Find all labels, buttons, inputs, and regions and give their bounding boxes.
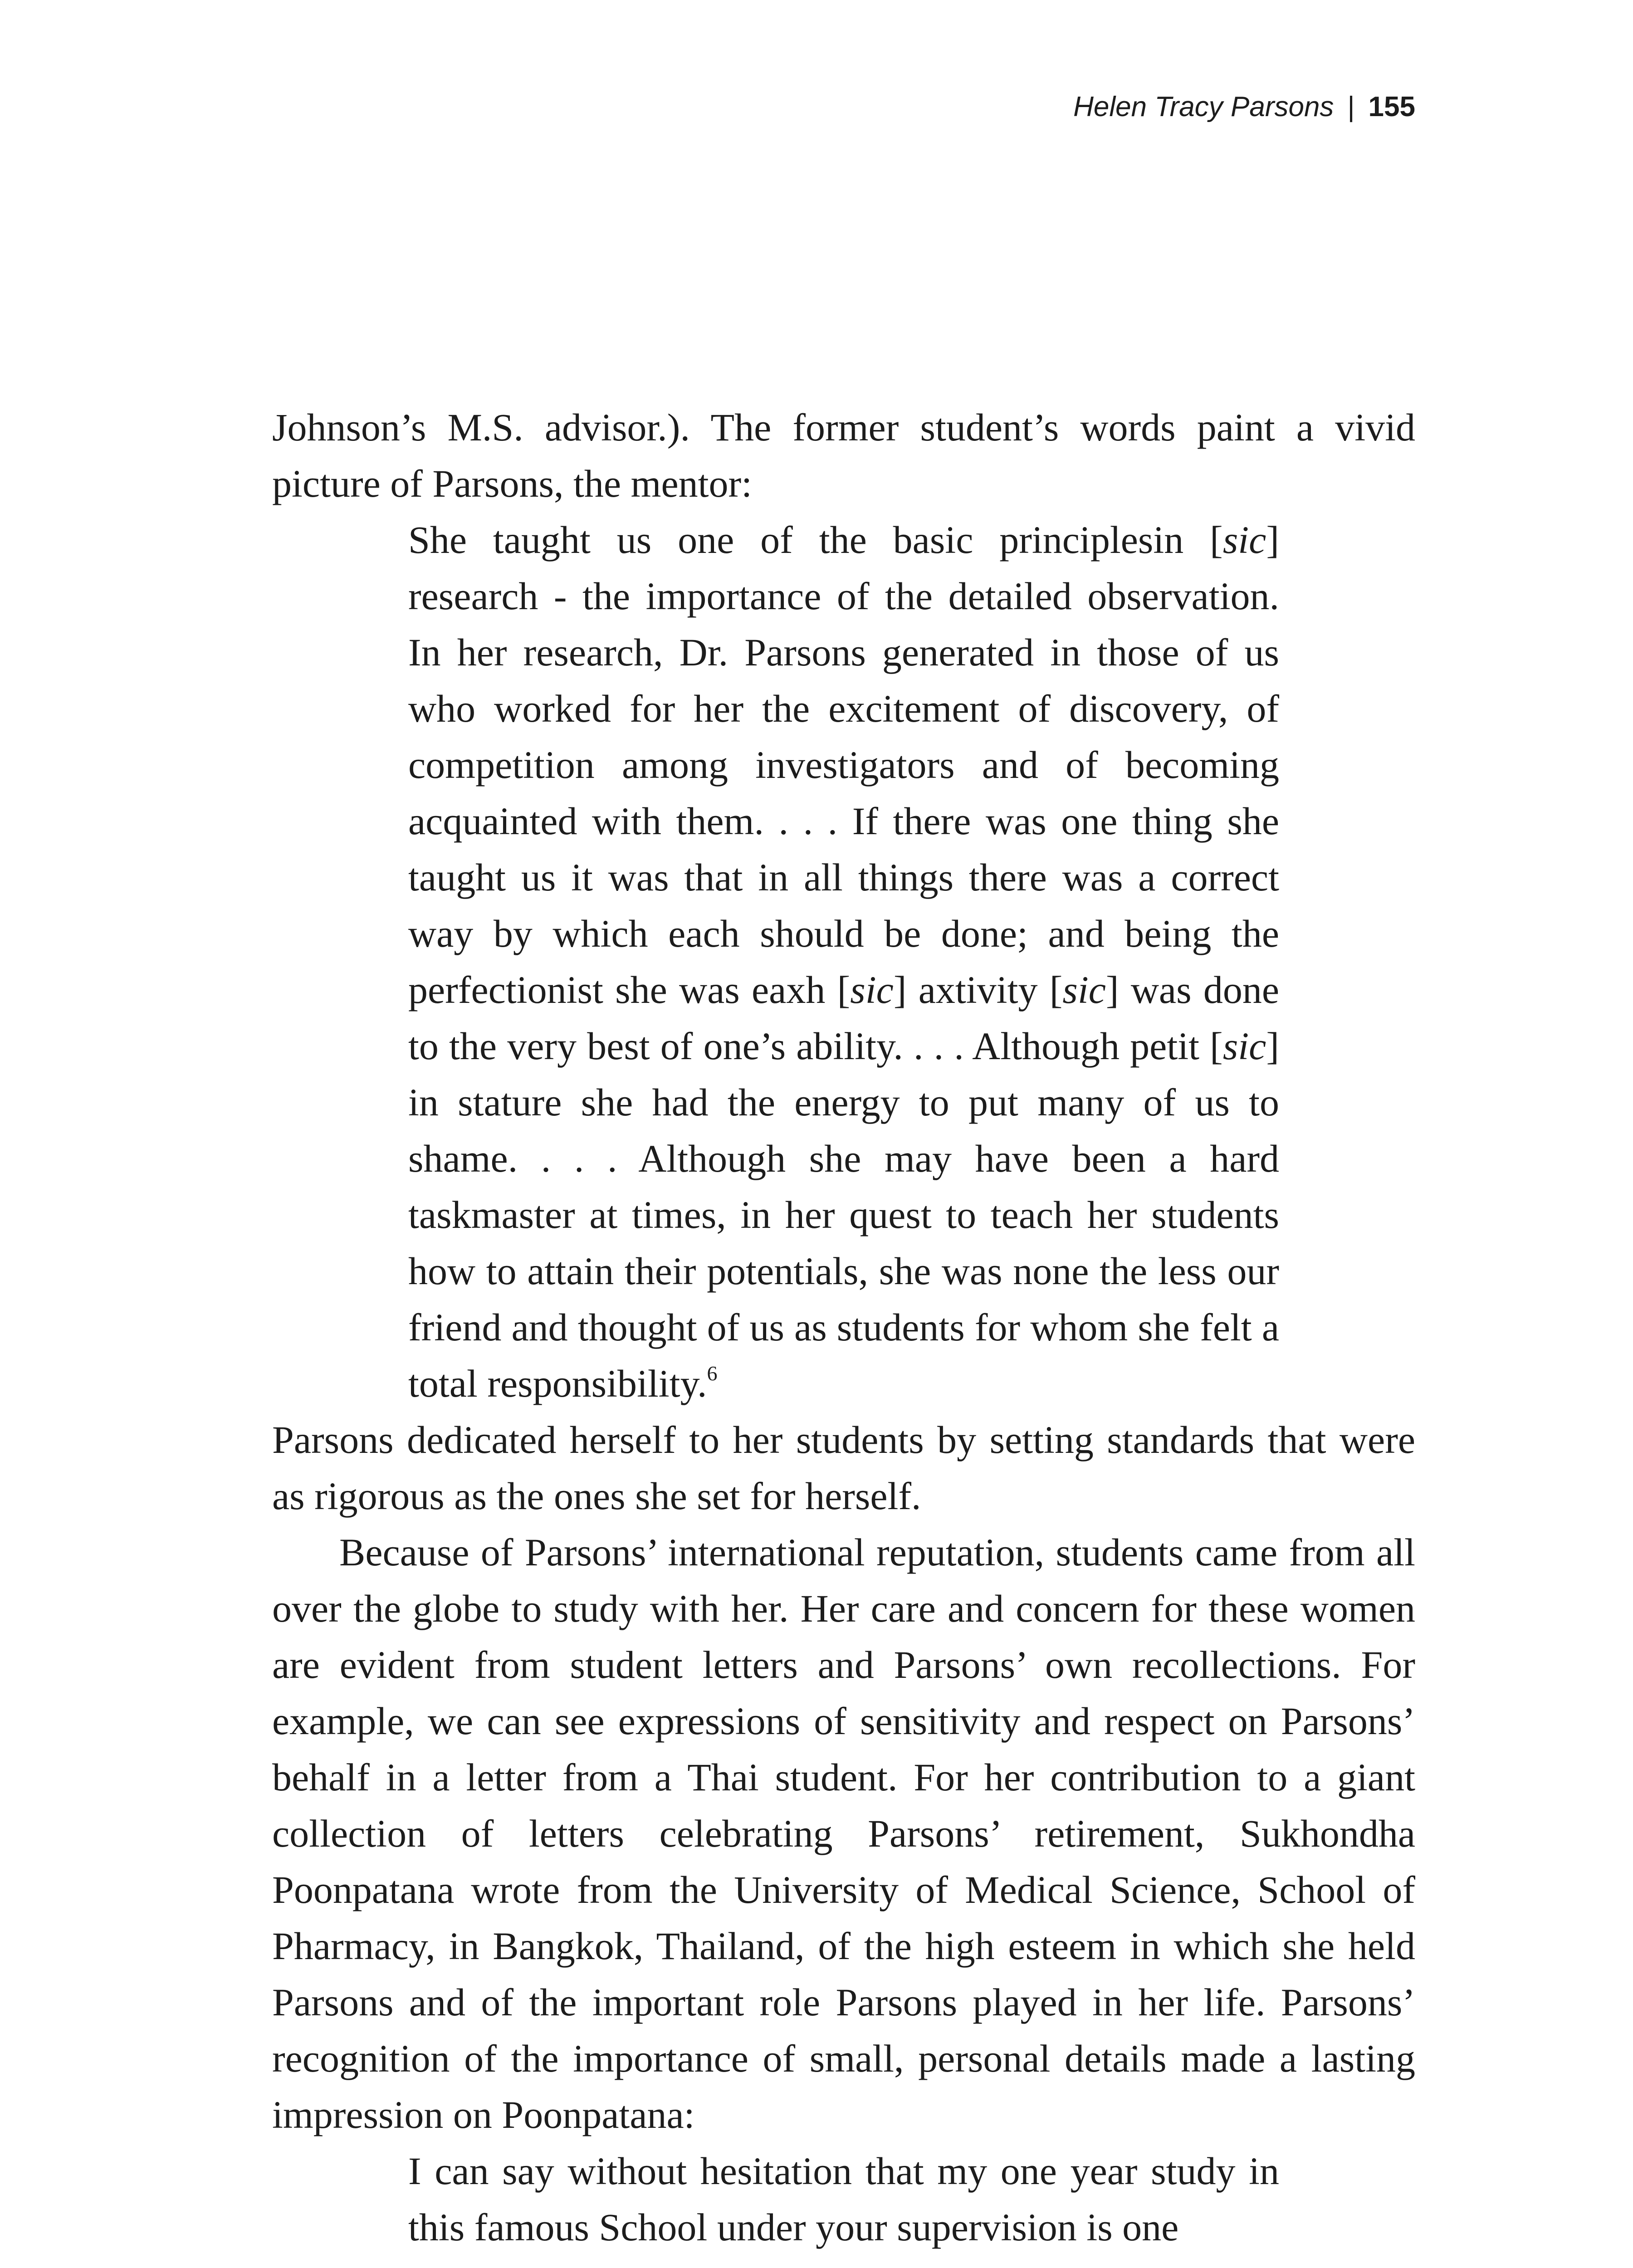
quote-paragraph	[408, 512, 1279, 1412]
footnote-marker: 6	[707, 1362, 718, 1385]
quote-paragraph: I can say without hesitation that my one year study in this famous School under your supervision is one	[408, 2149, 1279, 2249]
header-separator: |	[1347, 91, 1355, 122]
paragraph-intro: Johnson’s M.S. advisor.). The former student’s words paint a vivid picture of Parsons, the mentor:	[272, 406, 1415, 505]
running-head	[1073, 93, 1415, 121]
running-title: Helen Tracy Parsons	[1073, 91, 1334, 122]
sic-mark: sic	[1222, 1024, 1266, 1068]
quote-text: ] was done to the very best of one’s ability. . . . Although petit [	[408, 968, 1280, 1068]
quote-text: ] axtivity [	[893, 968, 1063, 1012]
quote-text: ] in stature she had the energy to put many of us to shame. . . . Although she may have been a hard taskmaster at times, in her quest to teach her students how to attain their potentials, she was none the less our friend and thought of us as students for whom she felt a total responsibility.	[408, 1024, 1279, 1405]
sic-mark: sic	[850, 968, 894, 1012]
sic-mark: sic	[1222, 518, 1266, 562]
body-text	[272, 399, 1415, 2255]
quote-text: ] research - the importance of the detailed observation. In her research, Dr. Parsons generated in those of us who worked for her the excitement of discovery, of competition among investigators and of becoming acquainted with them. . . . If there was one thing she taught us it was that in all things there was a correct way by which each should be done; and being the perfectionist she was eaxh [	[408, 518, 1279, 1012]
paragraph-standards: Parsons dedicated herself to her students by setting standards that were as rigorous as the ones she set for herself.	[272, 1418, 1415, 1518]
paragraph-international: Because of Parsons’ international reputation, students came from all over the globe to study with her. Her care and concern for these women are evident from student letters and Parsons’ own recollections. For example, we can see expressions of sensitivity and respect on Parsons’ behalf in a letter from a Thai student. For her contribution to a giant collection of letters celebrating Parsons’ retirement, Sukhondha Poonpatana wrote from the University of Medical Science, School of Pharmacy, in Bangkok, Thailand, of the high esteem in which she held Parsons and of the important role Parsons played in her life. Parsons’ recognition of the importance of small, personal details made a lasting impression on Poonpatana:	[272, 1530, 1415, 2136]
block-quote-mentor	[408, 512, 1279, 1412]
quote-text: She taught us one of the basic principlesin [	[408, 518, 1223, 562]
block-quote-poonpatana	[408, 2143, 1279, 2255]
sic-mark: sic	[1062, 968, 1106, 1012]
page-number: 155	[1368, 91, 1415, 122]
